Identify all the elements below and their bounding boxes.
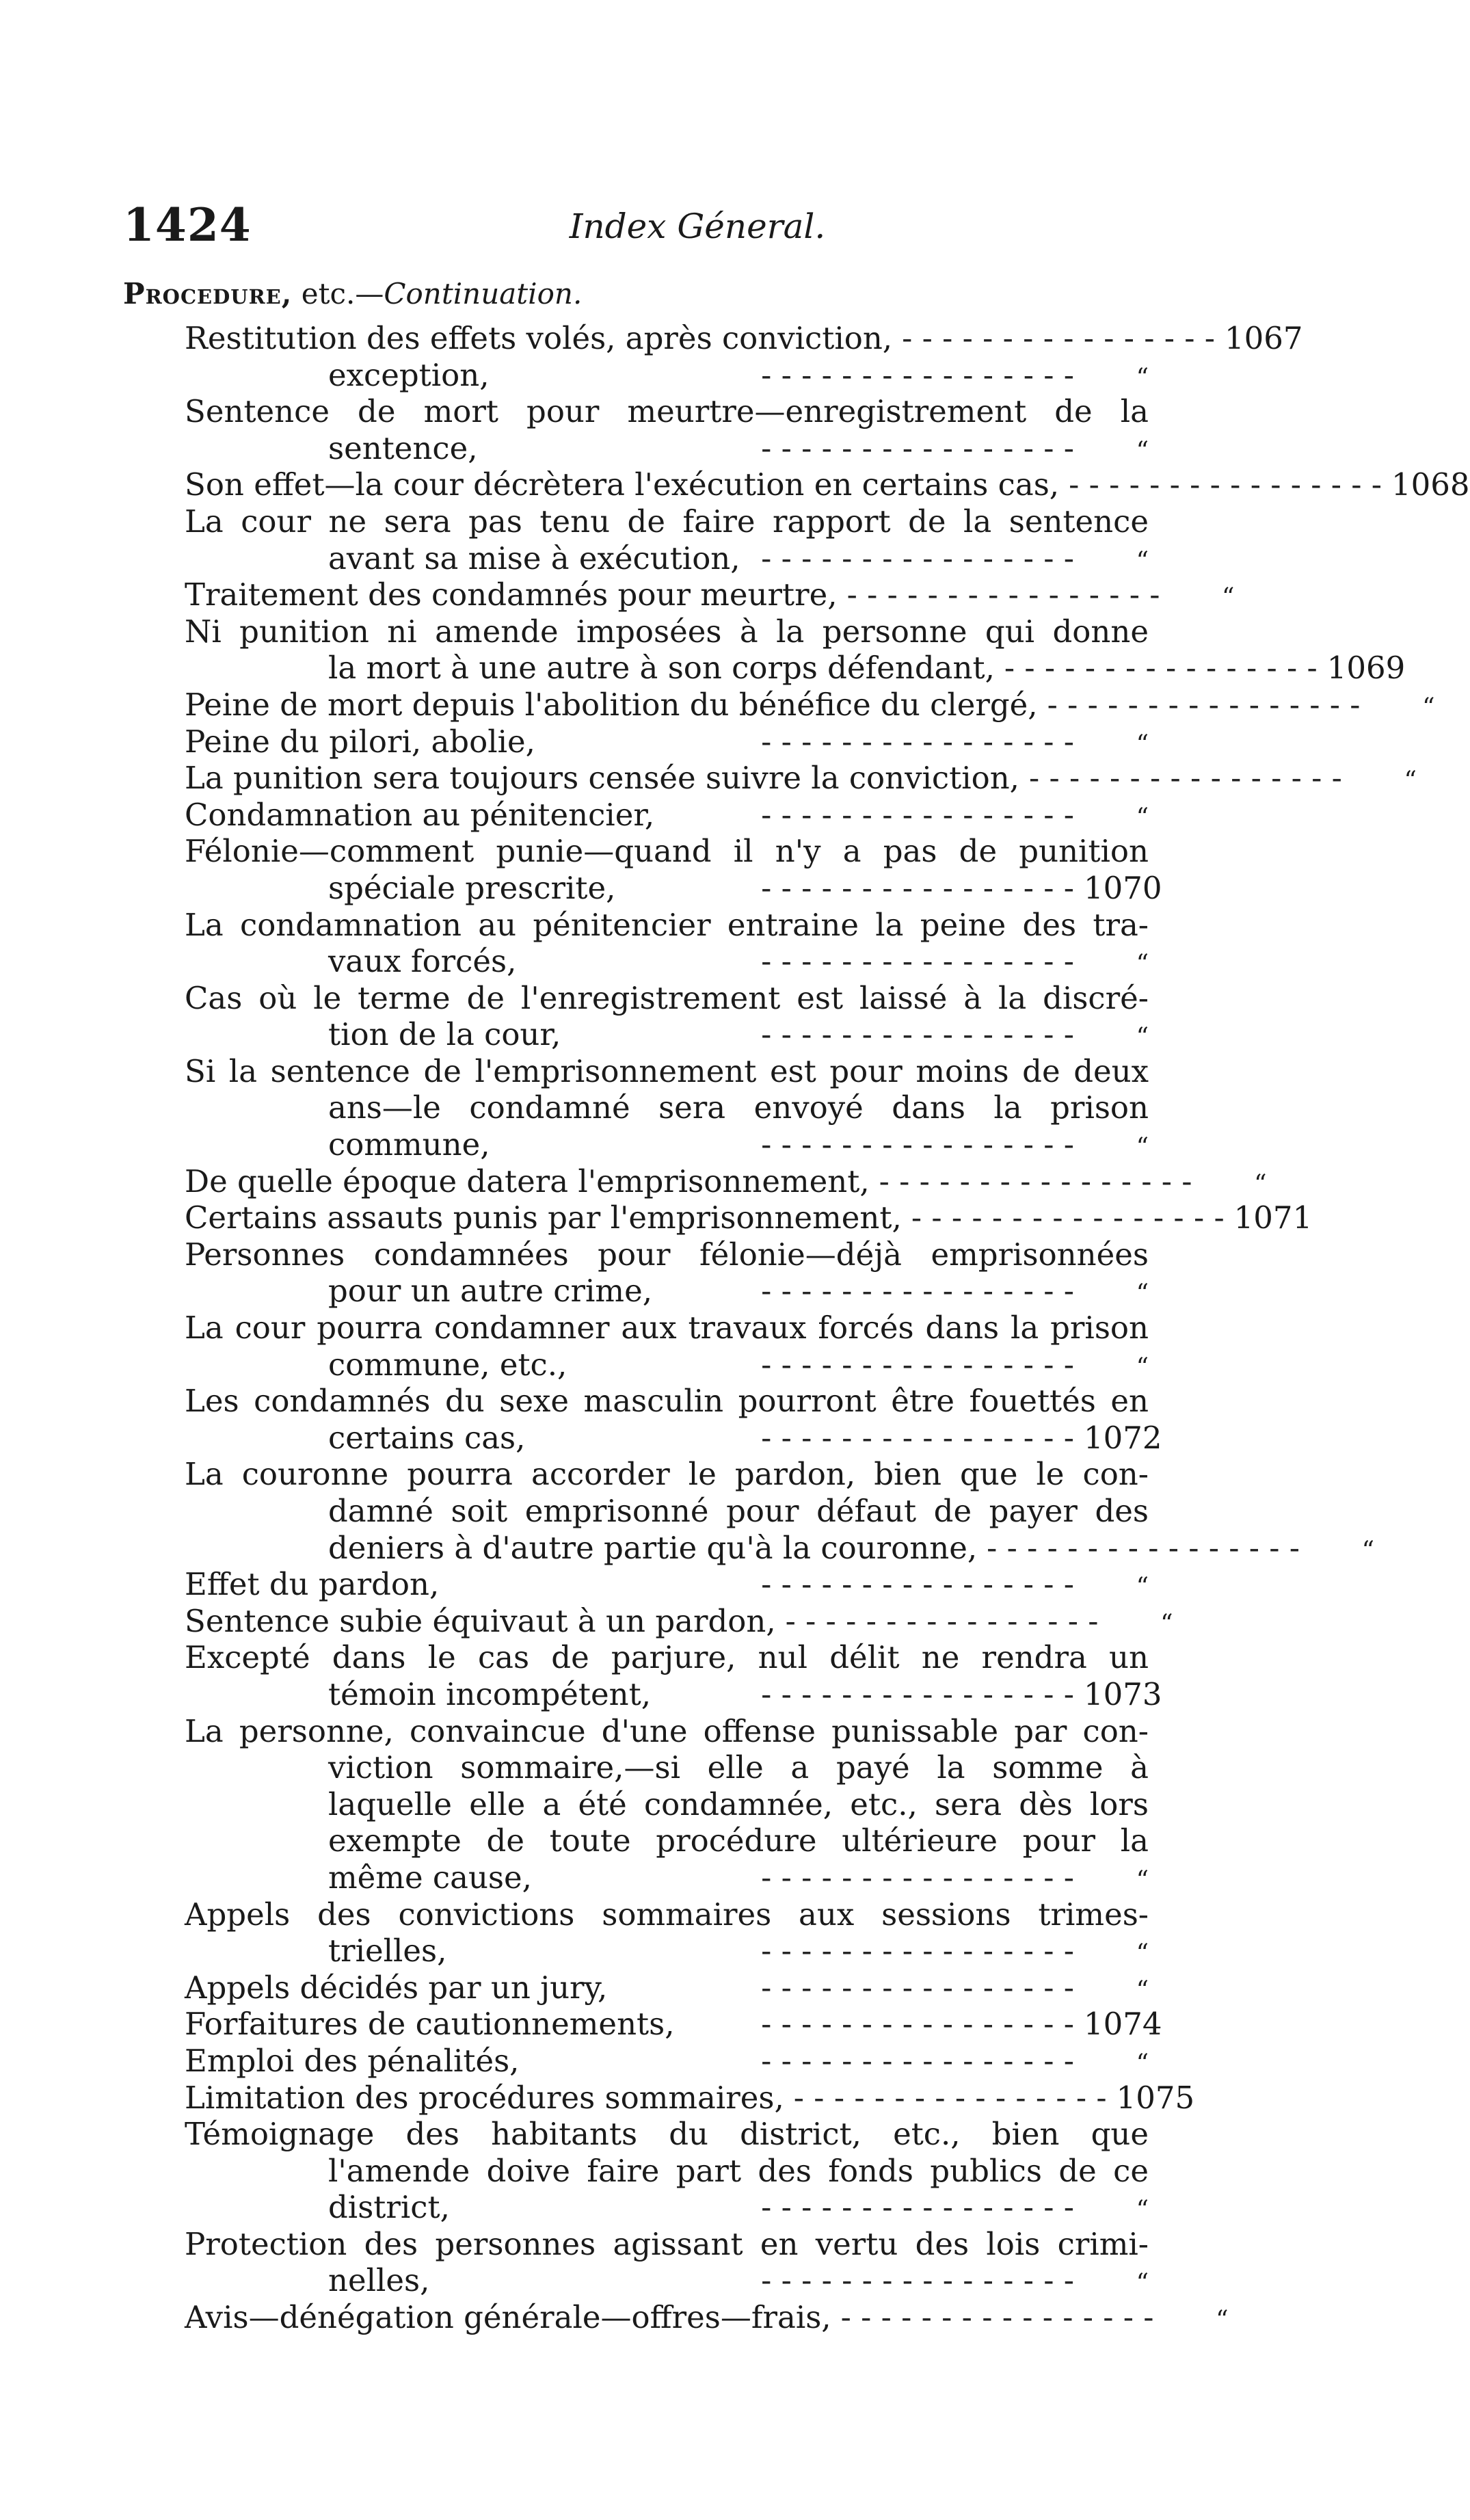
index-entry-text: exempte de toute procédure ultérieure pour la	[328, 1822, 1149, 1859]
page-reference: “	[1136, 1133, 1149, 1162]
index-entry	[185, 576, 1235, 613]
page-reference: “	[1136, 1353, 1149, 1381]
page-reference: “	[1222, 583, 1235, 612]
page-reference: “	[1361, 1536, 1375, 1565]
index-entry-text: tion de la cour,	[328, 1016, 561, 1053]
index-entry	[185, 1383, 1162, 1456]
page-reference: “	[1136, 1866, 1149, 1894]
index-entry-text: De quelle époque datera l'emprisonnement,	[185, 1163, 870, 1199]
index-entry	[185, 357, 1149, 394]
index-entry-text: Limitation des procédures sommaires,	[185, 2079, 784, 2116]
dot-leader: - - - - - - - - - - - - - - - -	[761, 869, 1074, 906]
index-entry	[185, 1639, 1162, 1712]
index-entry-line	[185, 2043, 1149, 2080]
page-reference: 1073	[1084, 1675, 1162, 1712]
dot-leader: - - - - - - - - - - - - - - - -	[761, 1859, 1074, 1896]
index-entry-line	[185, 1199, 1313, 1236]
index-entry-text: pour un autre crime,	[328, 1273, 653, 1310]
index-entry-text: Peine de mort depuis l'abolition du bénéfice du clergé,	[185, 686, 1038, 723]
index-entry-line	[185, 1456, 1149, 1493]
index-entry-text: Effet du pardon,	[185, 1566, 440, 1603]
dot-leader: - - - - - - - - - - - - - - - -	[761, 723, 1074, 760]
index-entry-line	[185, 797, 1149, 834]
index-entry	[185, 724, 1149, 760]
index-entry-line	[185, 540, 1149, 577]
dot-leader: - - - - - - - - - - - - - - - -	[761, 429, 1074, 466]
index-entry-text: ans—le condamné sera envoyé dans la prison	[328, 1089, 1149, 1126]
index-entry	[185, 393, 1149, 466]
section-heading-title: Procedure,	[123, 277, 293, 310]
index-entry-text: Condamnation au pénitencier,	[185, 796, 655, 833]
index-entry-text: viction sommaire,—si elle a payé la somme à	[328, 1749, 1149, 1786]
dot-leader: - - - - - - - - - - - - - - - -	[761, 1566, 1074, 1603]
index-entry-line	[185, 724, 1149, 760]
index-entry-line	[185, 1639, 1149, 1676]
index-entry-text: Témoignage des habitants du district, etc., bien que	[185, 2116, 1149, 2153]
section-heading-etc: etc.—	[292, 277, 384, 310]
index-entry-line	[185, 1163, 1267, 1200]
index-entry-line	[185, 1383, 1149, 1420]
index-entry-line	[185, 943, 1149, 980]
dot-leader: - - - - - - - - - - - - - - - -	[785, 1602, 1099, 1639]
index-entry-line	[185, 1273, 1149, 1310]
index-entry-line	[185, 2189, 1149, 2226]
dot-leader: - - - - - - - - - - - - - - - -	[761, 2189, 1074, 2226]
index-entry-line	[185, 1419, 1162, 1457]
index-entry	[185, 2079, 1195, 2117]
index-entry-text: commune, etc.,	[328, 1346, 567, 1383]
index-entry-text: La cour ne sera pas tenu de faire rapport de la sentence	[185, 503, 1149, 540]
index-entry	[185, 2299, 1229, 2336]
index-entry-text: Appels décidés par un jury,	[185, 1969, 608, 2006]
index-entry-line	[185, 1126, 1149, 1163]
page-reference: 1074	[1084, 2006, 1162, 2043]
index-entry-line	[185, 980, 1149, 1017]
dot-leader: - - - - - - - - - - - - - - - -	[761, 1346, 1074, 1383]
index-entry-line	[185, 1896, 1149, 1933]
index-entry-text: Cas où le terme de l'enregistrement est laissé à la discré-	[185, 979, 1149, 1016]
section-heading	[123, 277, 582, 310]
page-reference: 1067	[1224, 320, 1303, 356]
index-entry-line	[185, 357, 1149, 394]
index-entry-text: La condamnation au pénitencier entraine la peine des tra-	[185, 906, 1149, 943]
index-entry-text: La cour pourra condamner aux travaux forcés dans la prison	[185, 1310, 1149, 1347]
index-entry-line	[185, 2116, 1149, 2153]
dot-leader: - - - - - - - - - - - - - - - -	[761, 1675, 1074, 1712]
index-entry-line	[185, 1310, 1149, 1347]
index-entry-text: exception,	[328, 356, 490, 393]
index-entry-text: trielles,	[328, 1933, 447, 1969]
index-entry-text: Sentence de mort pour meurtre—enregistrement de la	[185, 393, 1149, 430]
index-entry	[185, 2043, 1149, 2080]
dot-leader: - - - - - - - - - - - - - - - -	[879, 1163, 1192, 1199]
index-entry-line	[185, 1053, 1149, 1090]
index-entry	[185, 1053, 1149, 1163]
index-entry-text: Les condamnés du sexe masculin pourront être fouettés en	[185, 1383, 1149, 1420]
index-entry-line	[185, 2006, 1162, 2043]
index-entry-line	[185, 576, 1235, 613]
index-entry-line	[185, 1016, 1149, 1053]
index-entry-line	[185, 2262, 1149, 2299]
index-entry-line	[185, 1969, 1149, 2006]
dot-leader: - - - - - - - - - - - - - - - -	[902, 320, 1215, 356]
index-entry-text: l'amende doive faire part des fonds publics de ce	[328, 2152, 1149, 2189]
index-entry-text: même cause,	[328, 1859, 532, 1896]
index-entry	[185, 1456, 1375, 1566]
index-entries	[185, 320, 1470, 2336]
index-entry	[185, 466, 1470, 503]
index-entry-text: Si la sentence de l'emprisonnement est pour moins de deux	[185, 1052, 1149, 1089]
index-entry-text: commune,	[328, 1126, 490, 1163]
page-reference: “	[1136, 436, 1149, 465]
index-entry-line	[185, 1933, 1149, 1969]
page-reference: “	[1136, 1976, 1149, 2004]
page-reference: “	[1136, 2196, 1149, 2225]
dot-leader: - - - - - - - - - - - - - - - -	[761, 2262, 1074, 2299]
index-entry-text: nelles,	[328, 2262, 430, 2299]
section-heading-continuation: Continuation.	[384, 277, 583, 310]
index-entry-text: Ni punition ni amende imposées à la personne qui donne	[185, 613, 1149, 650]
index-entry-line	[185, 1529, 1375, 1567]
dot-leader: - - - - - - - - - - - - - - - -	[761, 1273, 1074, 1310]
index-entry-text: Son effet—la cour décrètera l'exécution en certains cas,	[185, 466, 1060, 503]
index-entry-text: La personne, convaincue d'une offense punissable par con-	[185, 1712, 1149, 1749]
index-entry-line	[185, 613, 1149, 650]
index-entry-line	[185, 2153, 1149, 2190]
page-reference: 1075	[1116, 2079, 1195, 2116]
dot-leader: - - - - - - - - - - - - - - - -	[761, 796, 1074, 833]
page-reference: “	[1136, 2049, 1149, 2078]
index-entry-line	[185, 1822, 1149, 1859]
index-entry-line	[185, 320, 1303, 357]
index-entry-line	[185, 393, 1149, 430]
index-entry-line	[185, 1493, 1149, 1530]
dot-leader: - - - - - - - - - - - - - - - -	[761, 1933, 1074, 1969]
index-entry	[185, 760, 1417, 797]
index-entry	[185, 1896, 1149, 1969]
index-entry-text: sentence,	[328, 429, 478, 466]
index-entry-text: Restitution des effets volés, après conviction,	[185, 320, 893, 356]
index-entry-text: Protection des personnes agissant en vertu des lois crimi-	[185, 2225, 1149, 2262]
index-entry-text: certains cas,	[328, 1419, 526, 1456]
index-entry-line	[185, 1566, 1149, 1603]
index-entry-line	[185, 2299, 1229, 2336]
index-entry-line	[185, 2226, 1149, 2263]
dot-leader: - - - - - - - - - - - - - - - -	[761, 540, 1074, 576]
index-entry-text: Traitement des condamnés pour meurtre,	[185, 576, 838, 613]
index-entry-text: deniers à d'autre partie qu'à la couronne,	[328, 1529, 978, 1566]
page-reference: “	[1254, 1169, 1267, 1198]
dot-leader: - - - - - - - - - - - - - - - -	[761, 2042, 1074, 2079]
page-reference: “	[1136, 1939, 1149, 1968]
page-reference: 1068	[1391, 466, 1470, 503]
index-entry-line	[185, 466, 1470, 503]
dot-leader: - - - - - - - - - - - - - - - -	[761, 1016, 1074, 1053]
dot-leader: - - - - - - - - - - - - - - - -	[761, 1969, 1074, 2006]
index-entry-text: vaux forcés,	[328, 943, 517, 980]
page-number: 1424	[123, 198, 252, 252]
dot-leader: - - - - - - - - - - - - - - - -	[761, 356, 1074, 393]
index-entry-text: La couronne pourra accorder le pardon, bien que le con-	[185, 1456, 1149, 1493]
index-entry-text: témoin incompétent,	[328, 1675, 652, 1712]
page-reference: “	[1136, 2269, 1149, 2298]
dot-leader: - - - - - - - - - - - - - - - -	[793, 2079, 1107, 2116]
page-reference: 1069	[1326, 650, 1406, 687]
index-entry	[185, 1713, 1149, 1896]
index-entry-line	[185, 833, 1149, 870]
dot-leader: - - - - - - - - - - - - - - - -	[1069, 466, 1382, 503]
index-entry-text: laquelle elle a été condamnée, etc., sera dès lors	[328, 1786, 1149, 1822]
dot-leader: - - - - - - - - - - - - - - - -	[911, 1199, 1225, 1236]
index-entry-line	[185, 686, 1435, 724]
index-entry	[185, 1236, 1149, 1310]
index-entry-text: La punition sera toujours censée suivre la conviction,	[185, 760, 1019, 797]
index-entry-line	[185, 650, 1406, 687]
index-entry-text: Félonie—comment punie—quand il n'y a pas de punition	[185, 833, 1149, 870]
index-entry-text: Peine du pilori, abolie,	[185, 723, 535, 760]
index-entry	[185, 2116, 1149, 2226]
index-entry-text: Personnes condamnées pour félonie—déjà emprisonnées	[185, 1236, 1149, 1273]
index-entry	[185, 1163, 1267, 1200]
index-entry-line	[185, 1347, 1149, 1383]
dot-leader: - - - - - - - - - - - - - - - -	[987, 1529, 1300, 1566]
index-entry	[185, 2226, 1149, 2299]
index-entry-text: la mort à une autre à son corps défendant,	[328, 650, 995, 687]
page-reference: 1072	[1084, 1419, 1162, 1456]
index-entry	[185, 833, 1162, 906]
running-title: Index Géneral.	[569, 207, 826, 246]
index-entry	[185, 613, 1406, 687]
page-reference: 1070	[1084, 869, 1162, 906]
index-entry	[185, 980, 1149, 1053]
index-entry-line	[185, 1749, 1149, 1786]
index-entry-line	[185, 869, 1162, 907]
index-entry	[185, 797, 1149, 834]
index-entry-line	[185, 2079, 1195, 2117]
dot-leader: - - - - - - - - - - - - - - - -	[1028, 760, 1342, 797]
index-entry-line	[185, 503, 1149, 540]
page-reference: “	[1136, 950, 1149, 979]
index-entry-line	[185, 1236, 1149, 1273]
index-entry-text: Sentence subie équivaut à un pardon,	[185, 1602, 776, 1639]
index-entry-text: Appels des convictions sommaires aux sessions trimes-	[185, 1896, 1149, 1933]
page-reference: “	[1160, 1609, 1173, 1638]
dot-leader: - - - - - - - - - - - - - - - -	[761, 1419, 1074, 1456]
dot-leader: - - - - - - - - - - - - - - - -	[761, 2006, 1074, 2043]
page-reference: “	[1136, 730, 1149, 758]
index-entry	[185, 2006, 1162, 2043]
page-reference: “	[1136, 363, 1149, 392]
index-entry-text: Avis—dénégation générale—offres—frais,	[185, 2299, 831, 2336]
index-entry-line	[185, 1089, 1149, 1126]
index-entry	[185, 1969, 1149, 2006]
index-entry-line	[185, 430, 1149, 467]
index-entry	[185, 1310, 1149, 1383]
index-entry-line	[185, 1786, 1149, 1823]
index-entry	[185, 686, 1435, 724]
index-entry-line	[185, 1602, 1173, 1640]
index-entry-text: district,	[328, 2189, 450, 2226]
index-entry-text: avant sa mise à exécution,	[328, 540, 740, 576]
dot-leader: - - - - - - - - - - - - - - - -	[1047, 686, 1361, 723]
index-entry	[185, 907, 1149, 980]
page-reference: “	[1136, 1279, 1149, 1308]
page-reference: “	[1136, 803, 1149, 832]
index-entry-text: spéciale prescrite,	[328, 869, 616, 906]
dot-leader: - - - - - - - - - - - - - - - -	[840, 2299, 1154, 2336]
page-reference: 1071	[1233, 1199, 1313, 1236]
dot-leader: - - - - - - - - - - - - - - - -	[761, 1126, 1074, 1163]
index-entry-line	[185, 1675, 1162, 1713]
index-entry	[185, 1602, 1173, 1640]
index-entry-line	[185, 760, 1417, 797]
index-entry-line	[185, 907, 1149, 944]
index-entry-text: Certains assauts punis par l'emprisonnement,	[185, 1199, 902, 1236]
index-entry-text: damné soit emprisonné pour défaut de payer des	[328, 1493, 1149, 1529]
dot-leader: - - - - - - - - - - - - - - - -	[761, 943, 1074, 980]
page-reference: “	[1216, 2306, 1229, 2335]
page-reference: “	[1136, 1573, 1149, 1602]
index-entry-text: Emploi des pénalités,	[185, 2042, 520, 2079]
page-reference: “	[1136, 1023, 1149, 1052]
page-reference: “	[1136, 546, 1149, 575]
index-entry-line	[185, 1713, 1149, 1750]
index-entry	[185, 1566, 1149, 1603]
dot-leader: - - - - - - - - - - - - - - - -	[1004, 650, 1318, 687]
index-entry	[185, 320, 1303, 357]
page-reference: “	[1404, 767, 1417, 795]
index-entry-line	[185, 1859, 1149, 1896]
page-reference: “	[1422, 693, 1435, 721]
index-entry	[185, 1199, 1313, 1236]
index-entry-text: Forfaitures de cautionnements,	[185, 2006, 675, 2043]
dot-leader: - - - - - - - - - - - - - - - -	[846, 576, 1160, 613]
index-entry-text: Excepté dans le cas de parjure, nul délit ne rendra un	[185, 1639, 1149, 1676]
index-entry	[185, 503, 1149, 576]
